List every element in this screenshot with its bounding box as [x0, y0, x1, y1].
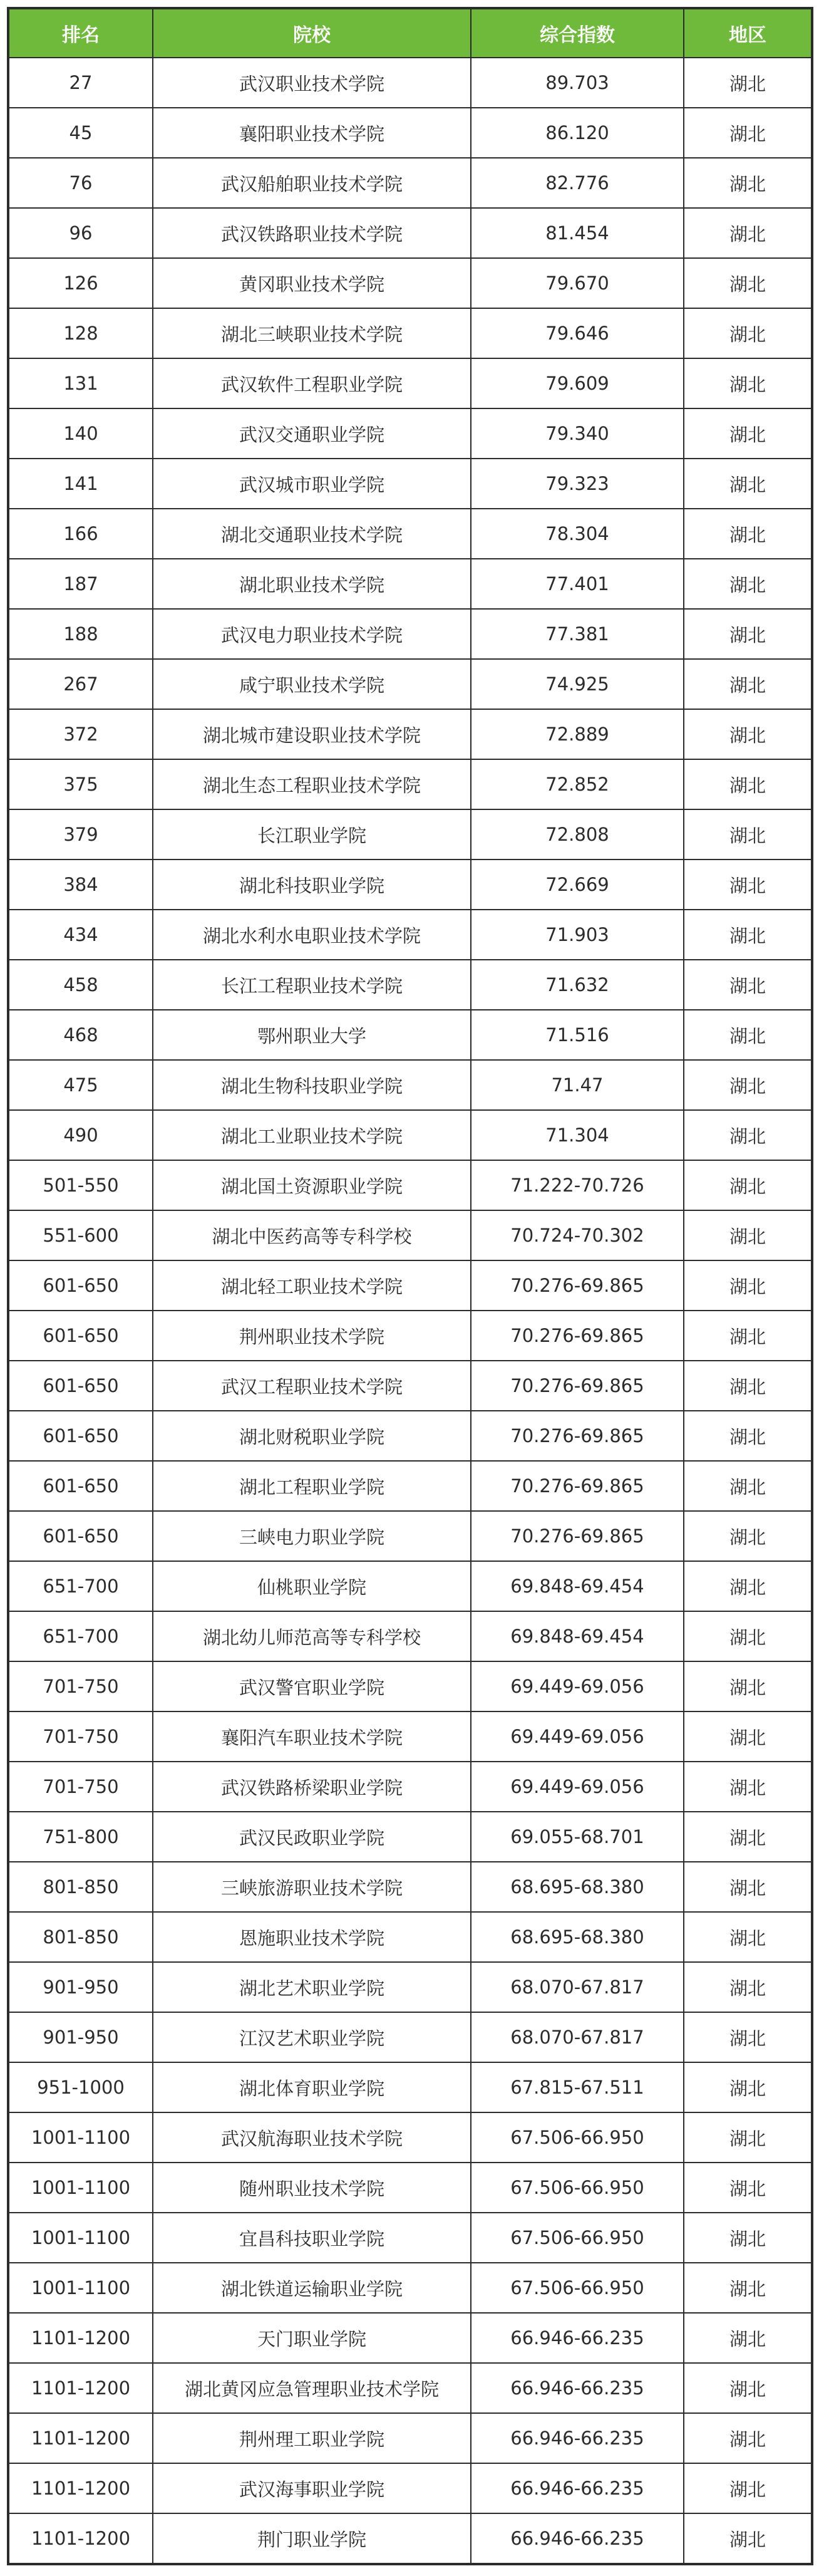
cell-school: 湖北体育职业学院 — [153, 2063, 471, 2112]
cell-region: 湖北 — [729, 875, 766, 896]
cell-score: 69.449-69.056 — [471, 1762, 684, 1811]
table-row — [9, 1460, 811, 1510]
cell-school: 荆门职业学院 — [153, 2514, 471, 2563]
table-row — [9, 1861, 811, 1911]
cell-rank: 128 — [9, 309, 153, 358]
cell-region: 湖北 — [729, 2478, 766, 2500]
table-row — [9, 1009, 811, 1059]
cell-rank: 27 — [9, 58, 153, 107]
cell-school: 湖北财税职业学院 — [153, 1411, 471, 1460]
cell-score: 89.703 — [471, 58, 684, 107]
cell-school: 长江职业学院 — [153, 810, 471, 859]
cell-score: 70.276-69.865 — [471, 1261, 684, 1310]
table-row — [9, 759, 811, 809]
cell-region: 湖北 — [729, 1727, 766, 1748]
cell-school: 湖北幼儿师范高等专科学校 — [153, 1612, 471, 1661]
cell-score: 69.449-69.056 — [471, 1662, 684, 1711]
table-row — [9, 658, 811, 709]
table-row — [9, 458, 811, 508]
cell-school: 湖北三峡职业技术学院 — [153, 309, 471, 358]
cell-region: 湖北 — [729, 73, 766, 95]
cell-rank: 801-850 — [9, 1913, 153, 1961]
cell-region: 湖北 — [729, 1075, 766, 1097]
table-row — [9, 2162, 811, 2212]
table-row — [9, 1160, 811, 1210]
cell-school: 湖北艺术职业学院 — [153, 1963, 471, 2012]
cell-rank: 701-750 — [9, 1662, 153, 1711]
cell-rank: 76 — [9, 158, 153, 207]
table-row — [9, 107, 811, 157]
cell-region: 湖北 — [729, 373, 766, 395]
table-row — [9, 408, 811, 458]
cell-rank: 141 — [9, 459, 153, 508]
cell-score: 66.946-66.235 — [471, 2464, 684, 2513]
cell-rank: 1101-1200 — [9, 2514, 153, 2563]
header-school: 院校 — [153, 9, 471, 57]
table-header-row — [9, 9, 811, 57]
cell-region: 湖北 — [729, 1275, 766, 1297]
table-row — [9, 1561, 811, 1611]
table-row — [9, 1661, 811, 1711]
cell-score: 67.815-67.511 — [471, 2063, 684, 2112]
cell-region: 湖北 — [729, 2228, 766, 2250]
table-row — [9, 1611, 811, 1661]
cell-school: 襄阳汽车职业技术学院 — [153, 1712, 471, 1761]
cell-region: 湖北 — [729, 1676, 766, 1698]
cell-region: 湖北 — [729, 2378, 766, 2400]
cell-score: 69.055-68.701 — [471, 1812, 684, 1861]
cell-region: 湖北 — [729, 2027, 766, 2049]
table-row — [9, 1711, 811, 1761]
cell-score: 70.276-69.865 — [471, 1462, 684, 1510]
cell-score: 77.401 — [471, 559, 684, 608]
table-row — [9, 508, 811, 558]
cell-school: 湖北中医药高等专科学校 — [153, 1211, 471, 1260]
cell-rank: 1101-1200 — [9, 2364, 153, 2412]
cell-rank: 475 — [9, 1061, 153, 1109]
cell-school: 宜昌科技职业学院 — [153, 2213, 471, 2262]
cell-score: 67.506-66.950 — [471, 2263, 684, 2312]
cell-score: 66.946-66.235 — [471, 2314, 684, 2362]
table-row — [9, 2112, 811, 2162]
cell-score: 71.47 — [471, 1061, 684, 1109]
cell-school: 武汉城市职业学院 — [153, 459, 471, 508]
cell-score: 71.304 — [471, 1111, 684, 1160]
cell-rank: 1001-1100 — [9, 2163, 153, 2212]
cell-school: 咸宁职业技术学院 — [153, 660, 471, 709]
cell-school: 武汉海事职业学院 — [153, 2464, 471, 2513]
cell-region: 湖北 — [729, 1175, 766, 1197]
table-row — [9, 909, 811, 959]
cell-score: 71.903 — [471, 910, 684, 959]
table-row — [9, 2312, 811, 2362]
table-row — [9, 1059, 811, 1109]
cell-score: 70.276-69.865 — [471, 1512, 684, 1561]
cell-school: 武汉职业技术学院 — [153, 58, 471, 107]
cell-rank: 188 — [9, 610, 153, 658]
cell-school: 荆州职业技术学院 — [153, 1311, 471, 1360]
cell-region: 湖北 — [729, 2528, 766, 2550]
cell-rank: 901-950 — [9, 2013, 153, 2062]
cell-score: 67.506-66.950 — [471, 2113, 684, 2162]
table-row — [9, 558, 811, 608]
cell-school: 鄂州职业大学 — [153, 1010, 471, 1059]
table-row — [9, 959, 811, 1009]
cell-rank: 1101-1200 — [9, 2414, 153, 2463]
table-row — [9, 1260, 811, 1310]
cell-score: 66.946-66.235 — [471, 2414, 684, 2463]
cell-region: 湖北 — [729, 273, 766, 295]
cell-region: 湖北 — [729, 774, 766, 796]
cell-school: 湖北职业技术学院 — [153, 559, 471, 608]
cell-score: 79.340 — [471, 409, 684, 458]
table-row — [9, 2463, 811, 2513]
cell-school: 黄冈职业技术学院 — [153, 259, 471, 308]
cell-rank: 434 — [9, 910, 153, 959]
cell-region: 湖北 — [729, 2127, 766, 2149]
cell-rank: 379 — [9, 810, 153, 859]
table-row — [9, 1310, 811, 1360]
cell-region: 湖北 — [729, 1476, 766, 1498]
cell-rank: 96 — [9, 209, 153, 257]
cell-region: 湖北 — [729, 975, 766, 997]
cell-rank: 126 — [9, 259, 153, 308]
cell-score: 72.889 — [471, 710, 684, 759]
cell-rank: 551-600 — [9, 1211, 153, 1260]
table-row — [9, 2212, 811, 2262]
cell-rank: 372 — [9, 710, 153, 759]
cell-score: 66.946-66.235 — [471, 2514, 684, 2563]
cell-region: 湖北 — [729, 1526, 766, 1548]
cell-region: 湖北 — [729, 1426, 766, 1448]
cell-rank: 490 — [9, 1111, 153, 1160]
cell-school: 湖北科技职业学院 — [153, 860, 471, 909]
table-row — [9, 2262, 811, 2312]
cell-region: 湖北 — [729, 524, 766, 546]
table-row — [9, 1360, 811, 1410]
cell-school: 长江工程职业技术学院 — [153, 960, 471, 1009]
cell-school: 武汉船舶职业技术学院 — [153, 158, 471, 207]
cell-rank: 375 — [9, 760, 153, 809]
cell-region: 湖北 — [729, 423, 766, 445]
cell-rank: 601-650 — [9, 1361, 153, 1410]
cell-region: 湖北 — [729, 724, 766, 746]
cell-score: 72.669 — [471, 860, 684, 909]
cell-school: 武汉交通职业学院 — [153, 409, 471, 458]
cell-region: 湖北 — [729, 624, 766, 646]
cell-school: 江汉艺术职业学院 — [153, 2013, 471, 2062]
cell-school: 恩施职业技术学院 — [153, 1913, 471, 1961]
cell-rank: 1001-1100 — [9, 2113, 153, 2162]
cell-region: 湖北 — [729, 1877, 766, 1899]
cell-region: 湖北 — [729, 2178, 766, 2199]
cell-score: 70.276-69.865 — [471, 1311, 684, 1360]
cell-score: 79.670 — [471, 259, 684, 308]
cell-region: 湖北 — [729, 1977, 766, 1999]
cell-score: 68.695-68.380 — [471, 1862, 684, 1911]
cell-score: 69.848-69.454 — [471, 1612, 684, 1661]
cell-rank: 801-850 — [9, 1862, 153, 1911]
cell-region: 湖北 — [729, 123, 766, 145]
table-row — [9, 2362, 811, 2412]
cell-school: 随州职业技术学院 — [153, 2163, 471, 2212]
cell-rank: 601-650 — [9, 1512, 153, 1561]
cell-rank: 751-800 — [9, 1812, 153, 1861]
cell-region: 湖北 — [729, 1225, 766, 1247]
cell-school: 仙桃职业学院 — [153, 1562, 471, 1611]
cell-score: 70.276-69.865 — [471, 1361, 684, 1410]
cell-rank: 1101-1200 — [9, 2314, 153, 2362]
table-row — [9, 1761, 811, 1811]
cell-score: 69.449-69.056 — [471, 1712, 684, 1761]
header-region: 地区 — [729, 24, 766, 46]
cell-score: 77.381 — [471, 610, 684, 658]
cell-region: 湖北 — [729, 2328, 766, 2350]
table-row — [9, 157, 811, 207]
cell-school: 湖北生态工程职业技术学院 — [153, 760, 471, 809]
cell-score: 68.070-67.817 — [471, 2013, 684, 2062]
cell-rank: 701-750 — [9, 1712, 153, 1761]
cell-region: 湖北 — [729, 1927, 766, 1949]
table-row — [9, 2412, 811, 2463]
cell-rank: 601-650 — [9, 1261, 153, 1310]
cell-school: 三峡电力职业学院 — [153, 1512, 471, 1561]
cell-school: 武汉工程职业技术学院 — [153, 1361, 471, 1410]
cell-school: 三峡旅游职业技术学院 — [153, 1862, 471, 1911]
table-row — [9, 358, 811, 408]
cell-rank: 131 — [9, 359, 153, 408]
cell-school: 荆州理工职业学院 — [153, 2414, 471, 2463]
cell-region: 湖北 — [729, 1326, 766, 1348]
cell-school: 武汉航海职业技术学院 — [153, 2113, 471, 2162]
table-row — [9, 1911, 811, 1961]
cell-region: 湖北 — [729, 474, 766, 496]
cell-score: 67.506-66.950 — [471, 2213, 684, 2262]
cell-rank: 384 — [9, 860, 153, 909]
cell-rank: 901-950 — [9, 1963, 153, 2012]
cell-school: 湖北水利水电职业技术学院 — [153, 910, 471, 959]
cell-rank: 45 — [9, 108, 153, 157]
cell-score: 66.946-66.235 — [471, 2364, 684, 2412]
ranking-table — [7, 7, 813, 2565]
cell-score: 71.516 — [471, 1010, 684, 1059]
cell-school: 湖北城市建设职业技术学院 — [153, 710, 471, 759]
cell-rank: 601-650 — [9, 1311, 153, 1360]
cell-score: 79.323 — [471, 459, 684, 508]
header-rank: 排名 — [9, 9, 153, 57]
table-row — [9, 1410, 811, 1460]
cell-region: 湖北 — [729, 824, 766, 846]
header-score: 综合指数 — [471, 9, 684, 57]
cell-rank: 187 — [9, 559, 153, 608]
cell-rank: 601-650 — [9, 1462, 153, 1510]
cell-region: 湖北 — [729, 1576, 766, 1598]
cell-rank: 601-650 — [9, 1411, 153, 1460]
table-row — [9, 1811, 811, 1861]
cell-score: 79.609 — [471, 359, 684, 408]
cell-score: 81.454 — [471, 209, 684, 257]
cell-region: 湖北 — [729, 1376, 766, 1398]
cell-score: 70.276-69.865 — [471, 1411, 684, 1460]
cell-region: 湖北 — [729, 1626, 766, 1648]
cell-region: 湖北 — [729, 925, 766, 947]
cell-region: 湖北 — [729, 1827, 766, 1849]
cell-region: 湖北 — [729, 223, 766, 245]
table-row — [9, 2513, 811, 2563]
cell-school: 湖北黄冈应急管理职业技术学院 — [153, 2364, 471, 2412]
cell-region: 湖北 — [729, 2428, 766, 2450]
table-row — [9, 257, 811, 308]
cell-region: 湖北 — [729, 1125, 766, 1147]
cell-score: 74.925 — [471, 660, 684, 709]
table-row — [9, 2062, 811, 2112]
cell-score: 86.120 — [471, 108, 684, 157]
table-row — [9, 57, 811, 107]
cell-rank: 651-700 — [9, 1612, 153, 1661]
table-row — [9, 1109, 811, 1160]
cell-rank: 140 — [9, 409, 153, 458]
table-row — [9, 1210, 811, 1260]
cell-rank: 267 — [9, 660, 153, 709]
cell-score: 69.848-69.454 — [471, 1562, 684, 1611]
table-row — [9, 2012, 811, 2062]
cell-region: 湖北 — [729, 1025, 766, 1047]
cell-rank: 1001-1100 — [9, 2213, 153, 2262]
cell-score: 72.852 — [471, 760, 684, 809]
cell-school: 湖北生物科技职业学院 — [153, 1061, 471, 1109]
cell-rank: 166 — [9, 509, 153, 558]
cell-region: 湖北 — [729, 2278, 766, 2300]
cell-rank: 468 — [9, 1010, 153, 1059]
cell-school: 湖北国土资源职业学院 — [153, 1161, 471, 1210]
cell-score: 82.776 — [471, 158, 684, 207]
table-row — [9, 1961, 811, 2012]
cell-rank: 501-550 — [9, 1161, 153, 1210]
cell-rank: 458 — [9, 960, 153, 1009]
cell-rank: 701-750 — [9, 1762, 153, 1811]
cell-region: 湖北 — [729, 2077, 766, 2099]
cell-score: 71.632 — [471, 960, 684, 1009]
cell-school: 湖北交通职业技术学院 — [153, 509, 471, 558]
cell-school: 湖北工业职业技术学院 — [153, 1111, 471, 1160]
cell-school: 天门职业学院 — [153, 2314, 471, 2362]
cell-school: 湖北轻工职业技术学院 — [153, 1261, 471, 1310]
table-row — [9, 859, 811, 909]
cell-school: 武汉电力职业技术学院 — [153, 610, 471, 658]
table-row — [9, 207, 811, 257]
table-row — [9, 308, 811, 358]
cell-score: 70.724-70.302 — [471, 1211, 684, 1260]
cell-region: 湖北 — [729, 323, 766, 345]
cell-score: 72.808 — [471, 810, 684, 859]
cell-score: 67.506-66.950 — [471, 2163, 684, 2212]
cell-score: 79.646 — [471, 309, 684, 358]
cell-region: 湖北 — [729, 173, 766, 195]
cell-region: 湖北 — [729, 1777, 766, 1799]
cell-region: 湖北 — [729, 574, 766, 596]
cell-score: 68.070-67.817 — [471, 1963, 684, 2012]
cell-region: 湖北 — [729, 674, 766, 696]
cell-rank: 1101-1200 — [9, 2464, 153, 2513]
cell-school: 武汉铁路职业技术学院 — [153, 209, 471, 257]
cell-school: 武汉警官职业学院 — [153, 1662, 471, 1711]
cell-school: 武汉民政职业学院 — [153, 1812, 471, 1861]
cell-school: 湖北铁道运输职业学院 — [153, 2263, 471, 2312]
cell-school: 武汉铁路桥梁职业学院 — [153, 1762, 471, 1811]
table-row — [9, 1510, 811, 1561]
cell-school: 湖北工程职业学院 — [153, 1462, 471, 1510]
table-row — [9, 608, 811, 658]
table-row — [9, 709, 811, 759]
cell-school: 武汉软件工程职业学院 — [153, 359, 471, 408]
cell-school: 襄阳职业技术学院 — [153, 108, 471, 157]
cell-score: 71.222-70.726 — [471, 1161, 684, 1210]
table-row — [9, 809, 811, 859]
cell-rank: 951-1000 — [9, 2063, 153, 2112]
cell-score: 68.695-68.380 — [471, 1913, 684, 1961]
table-body — [9, 57, 811, 2563]
cell-rank: 1001-1100 — [9, 2263, 153, 2312]
cell-rank: 651-700 — [9, 1562, 153, 1611]
cell-score: 78.304 — [471, 509, 684, 558]
